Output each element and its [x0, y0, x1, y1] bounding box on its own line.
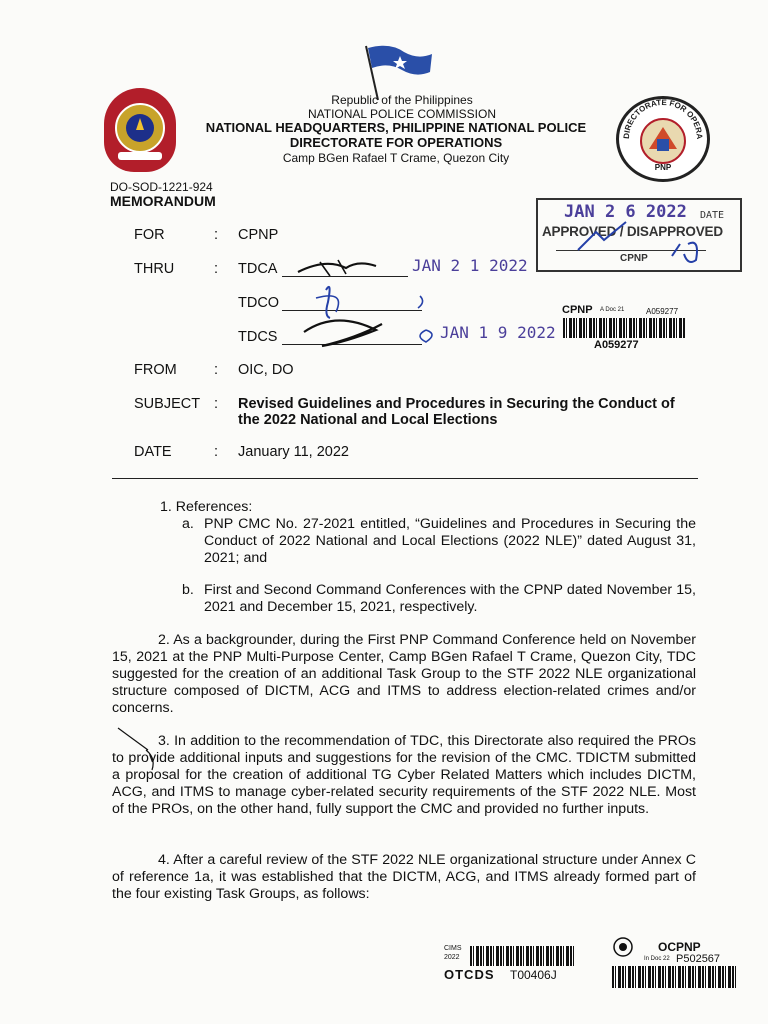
otcds-label: OTCDS [444, 967, 495, 982]
tdca-date-stamp: JAN 2 1 2022 [412, 256, 528, 275]
for-label: FOR [134, 227, 165, 243]
cpnp-barcode [563, 318, 685, 338]
date-value: January 11, 2022 [238, 444, 349, 460]
approval-office: CPNP [620, 253, 648, 264]
svg-text:DIRECTORATE FOR OPERATIONS: DIRECTORATE FOR OPERA [621, 99, 705, 140]
thru-label: THRU [134, 261, 175, 277]
memo-title: MEMORANDUM [110, 193, 216, 209]
cpnp-tag-sub: A Doc 21 [600, 307, 625, 313]
seal-bottom-text: PNP [654, 163, 672, 172]
cpnp-barcode-code: A059277 [594, 339, 639, 351]
ocpnp-barcode [612, 966, 736, 988]
ref-a-text: PNP CMC No. 27-2021 entitled, “Guidelines and Procedures in Securing the Conduct of 2022 National and Local Elections (2022 NLE)” dated August 31, 2021; and [204, 516, 696, 566]
paragraph-3: 3. In addition to the recommendation of TDC, this Directorate also required the PROs to provide additional inputs and suggestions for the revision of the CMC. TDICTM submitted a proposal for the creation of additional TG Cyber Related Matters which includes DICTM, ACG, and ITMS to manage cyber-related security requirements of the STF 2022 NLE. Most of the PROs, on the other hand, fully support the CMC and provided no further inputs. [112, 733, 696, 817]
from-value: OIC, DO [238, 362, 294, 378]
cims-label: CIMS 2022 [444, 945, 462, 961]
tdcs-date-stamp: JAN 1 9 2022 [440, 323, 556, 342]
ocpnp-sub: In Doc 22 [644, 956, 670, 962]
ocpnp-logo-icon [612, 936, 634, 958]
date-colon: : [214, 444, 219, 460]
references-heading: 1. References: [160, 499, 253, 515]
paragraph-4: 4. After a careful review of the STF 2022 NLE organizational structure under Annex C of reference 1a, it was established that the DICTM, ACG, and ITMS already formed part of the four existing Task Groups, as follows: [112, 852, 696, 902]
date-label: DATE [134, 444, 172, 460]
from-label: FROM [134, 362, 177, 378]
ref-b-label: b. [182, 582, 194, 598]
ocpnp-number: P502567 [676, 953, 721, 965]
cpnp-tag-label: CPNP [562, 304, 593, 316]
approval-signature [538, 200, 740, 270]
thru-colon: : [214, 261, 219, 277]
thru-tdcs: TDCS [238, 329, 278, 345]
thru-tdco: TDCO [238, 295, 280, 311]
cpnp-tag-number: A059277 [646, 307, 679, 316]
subject-colon: : [214, 396, 219, 412]
ref-a-label: a. [182, 516, 194, 532]
for-colon: : [214, 227, 219, 243]
subject-value: Revised Guidelines and Procedures in Securing the Conduct of the 2022 National and Local Elections [238, 396, 675, 428]
header-directorate: DIRECTORATE FOR OPERATIONS [289, 135, 503, 150]
approval-date: JAN 2 6 2022 [564, 202, 687, 222]
header-republic: Republic of the Philippines [331, 93, 473, 107]
from-colon: : [214, 362, 219, 378]
subject-label: SUBJECT [134, 396, 201, 412]
approval-status: APPROVED / DISAPPROVED [542, 224, 723, 239]
header-camp: Camp BGen Rafael T Crame, Quezon City [282, 151, 510, 165]
approval-date-label: DATE [700, 210, 725, 221]
handwritten-signatures [286, 250, 466, 360]
memo-ref-number: DO-SOD-1221-924 [110, 180, 213, 194]
header-nhq: NATIONAL HEADQUARTERS, PHILIPPINE NATIONAL POLICE [205, 120, 587, 135]
paragraph-2: 2. As a backgrounder, during the First PNP Command Conference held on November 15, 2021 at the PNP Multi-Purpose Center, Camp BGen Rafael T Crame, Quezon City, TDC suggested for the creation of an additional Task Group to the STF 2022 NLE organizational structure composed of DICTM, ACG and ITMS to address election-related crimes and/or concerns. [112, 632, 696, 716]
pen-annotation [112, 724, 182, 784]
approval-stamp [536, 198, 742, 272]
header-divider [112, 478, 698, 479]
otcds-number: T00406J [510, 968, 557, 982]
ref-b-text: First and Second Command Conferences with the CPNP dated November 15, 2021 and December 15, 2021, respectively. [204, 582, 696, 615]
otcds-barcode [470, 946, 574, 966]
header-napolcom: NATIONAL POLICE COMMISSION [307, 107, 497, 121]
ocpnp-label: OCPNP [658, 940, 701, 954]
for-value: CPNP [238, 227, 279, 243]
thru-tdca: TDCA [238, 261, 278, 277]
